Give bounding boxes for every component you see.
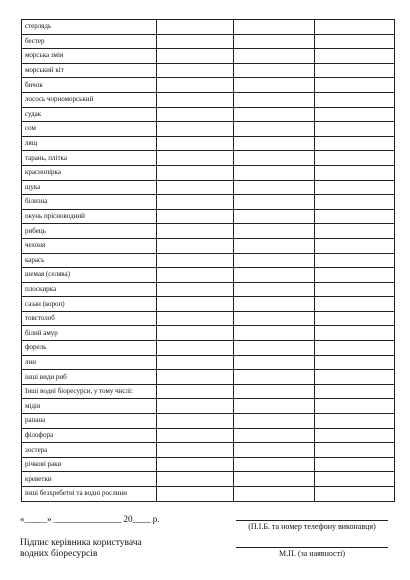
table-row [22,355,395,370]
value-cell [157,224,234,239]
value-cell [315,107,395,122]
species-name-cell: рапана [22,414,157,429]
species-name-cell: бичок [22,78,157,93]
table-row [22,282,395,297]
value-cell [315,472,395,487]
species-name-cell: товстолоб [22,311,157,326]
stamp-signature-line [236,547,388,548]
value-cell [234,34,315,49]
value-cell [234,297,315,312]
species-name-cell: Інші водні біоресурси, у тому числі: [22,384,157,399]
table-row [22,487,395,502]
value-cell [234,49,315,64]
value-cell [234,165,315,180]
table-row [22,428,395,443]
executor-signature-line [236,520,388,521]
value-cell [234,268,315,283]
value-cell [315,180,395,195]
value-cell [315,428,395,443]
value-cell [157,165,234,180]
value-cell [157,20,234,35]
value-cell [157,92,234,107]
species-name-cell: білизна [22,195,157,210]
species-name-cell: карась [22,253,157,268]
species-name-cell: стерлядь [22,20,157,35]
value-cell [234,341,315,356]
value-cell [157,63,234,78]
value-cell [157,355,234,370]
value-cell [157,326,234,341]
value-cell [157,370,234,385]
value-cell [234,399,315,414]
value-cell [157,341,234,356]
date-line: «_____» _______________ 20____ р. [20,514,160,524]
species-name-cell: зостера [22,443,157,458]
value-cell [315,151,395,166]
value-cell [157,414,234,429]
value-cell [157,253,234,268]
value-cell [234,209,315,224]
table-row [22,472,395,487]
value-cell [315,282,395,297]
value-cell [234,370,315,385]
value-cell [315,297,395,312]
value-cell [157,472,234,487]
value-cell [157,49,234,64]
table-row [22,414,395,429]
value-cell [315,253,395,268]
value-cell [234,311,315,326]
table-row [22,341,395,356]
value-cell [234,107,315,122]
species-name-cell: філофора [22,428,157,443]
species-name-cell: бестер [22,34,157,49]
value-cell [234,20,315,35]
table-row [22,326,395,341]
value-cell [315,209,395,224]
value-cell [315,195,395,210]
value-cell [234,136,315,151]
stamp-caption: М.П. (за наявності) [279,549,345,558]
table-row [22,20,395,35]
table-row [22,384,395,399]
species-name-cell: форель [22,341,157,356]
table-row [22,92,395,107]
value-cell [234,428,315,443]
table-row [22,136,395,151]
table-row [22,297,395,312]
value-cell [315,63,395,78]
value-cell [315,122,395,137]
table-row [22,49,395,64]
signer-caption: Підпис керівника користувача водних біоресурсів [20,538,142,559]
species-name-cell: плоскирка [22,282,157,297]
value-cell [234,487,315,502]
value-cell [157,428,234,443]
table-row [22,457,395,472]
value-cell [157,268,234,283]
value-cell [234,151,315,166]
species-name-cell: лящ [22,136,157,151]
value-cell [157,384,234,399]
species-name-cell: лосось чорноморський [22,92,157,107]
species-name-cell: шемая (селява) [22,268,157,283]
value-cell [315,238,395,253]
species-name-cell: судак [22,107,157,122]
value-cell [315,443,395,458]
value-cell [315,49,395,64]
value-cell [234,326,315,341]
value-cell [315,78,395,93]
value-cell [157,122,234,137]
value-cell [234,78,315,93]
value-cell [315,92,395,107]
value-cell [315,341,395,356]
value-cell [315,136,395,151]
species-name-cell: лин [22,355,157,370]
value-cell [315,20,395,35]
table-row [22,180,395,195]
table-row [22,107,395,122]
value-cell [157,297,234,312]
species-name-cell: чехоня [22,238,157,253]
value-cell [234,253,315,268]
value-cell [234,414,315,429]
value-cell [157,107,234,122]
value-cell [315,457,395,472]
species-name-cell: сом [22,122,157,137]
value-cell [234,238,315,253]
value-cell [157,238,234,253]
value-cell [157,399,234,414]
value-cell [315,370,395,385]
value-cell [234,180,315,195]
value-cell [234,457,315,472]
value-cell [315,487,395,502]
value-cell [234,355,315,370]
value-cell [157,34,234,49]
value-cell [234,63,315,78]
species-name-cell: інші види риб [22,370,157,385]
value-cell [234,224,315,239]
table-row [22,311,395,326]
value-cell [315,399,395,414]
species-name-cell: рибець [22,224,157,239]
value-cell [315,311,395,326]
value-cell [157,457,234,472]
value-cell [315,224,395,239]
value-cell [234,195,315,210]
species-name-cell: тарань, плітка [22,151,157,166]
value-cell [315,34,395,49]
value-cell [157,180,234,195]
value-cell [157,136,234,151]
value-cell [315,355,395,370]
species-name-cell: мідія [22,399,157,414]
species-name-cell: щука [22,180,157,195]
value-cell [234,443,315,458]
table-row [22,224,395,239]
table-row [22,238,395,253]
value-cell [157,311,234,326]
table-row [22,268,395,283]
value-cell [157,282,234,297]
value-cell [157,487,234,502]
value-cell [157,443,234,458]
table-row [22,165,395,180]
value-cell [157,195,234,210]
table-row [22,78,395,93]
table-row [22,151,395,166]
species-name-cell: окунь прісноводний [22,209,157,224]
value-cell [315,384,395,399]
species-table-body [22,20,395,502]
species-name-cell: морська змiя [22,49,157,64]
value-cell [157,151,234,166]
table-row [22,370,395,385]
species-name-cell: інші безхребетні та водні рослини [22,487,157,502]
species-catch-table [21,19,395,502]
value-cell [234,472,315,487]
table-row [22,195,395,210]
species-name-cell: сазан (короп) [22,297,157,312]
value-cell [157,78,234,93]
table-row [22,209,395,224]
species-name-cell: креветки [22,472,157,487]
value-cell [157,209,234,224]
species-name-cell: річкові раки [22,457,157,472]
table-row [22,122,395,137]
value-cell [315,326,395,341]
value-cell [234,282,315,297]
species-name-cell: краснопірка [22,165,157,180]
table-row [22,443,395,458]
table-row [22,63,395,78]
value-cell [315,268,395,283]
table-row [22,34,395,49]
species-name-cell: білий амур [22,326,157,341]
table-row [22,253,395,268]
species-name-cell: морський кiт [22,63,157,78]
value-cell [234,384,315,399]
value-cell [234,122,315,137]
value-cell [315,165,395,180]
value-cell [315,414,395,429]
table-row [22,399,395,414]
executor-caption: (П.І.Б. та номер телефону виконавця) [248,522,376,531]
value-cell [234,92,315,107]
